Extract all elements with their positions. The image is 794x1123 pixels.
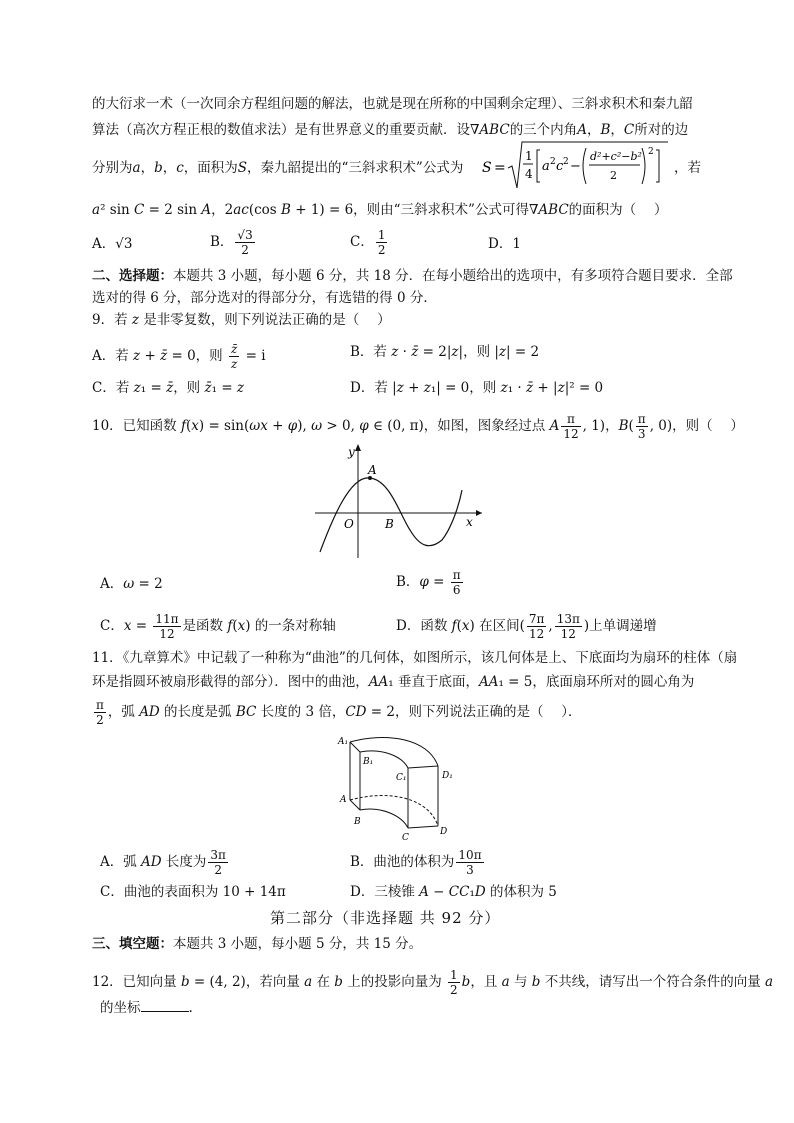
q8-line4: a² sin C = 2 sin A，2ac(cos B + 1) = 6，则由“三斜求积术”公式可得∇ABC的面积为（ ）: [92, 202, 668, 218]
section3-header: 三、填空题：本题共 3 小题，每小题 5 分，共 15 分。: [92, 936, 423, 952]
q8-option-a: A．√3: [92, 236, 133, 252]
q9-stem: 9．若 z 是非零复数，则下列说法正确的是（ ）: [92, 312, 391, 328]
part2-title: 第二部分（非选择题 共 92 分）: [270, 909, 501, 927]
q9-option-c: C．若 z₁ = z̄，则 z̄₁ = z: [92, 380, 245, 396]
svg-text:2: 2: [550, 157, 556, 167]
q11-curved-pool-figure: [336, 730, 466, 842]
q8-line3-tail: ，若: [674, 160, 701, 176]
q11-label-b: B: [354, 817, 361, 827]
q9-option-a: A．若 z + z̄ = 0，则 $\frac{z̄}{z}$ = i: [92, 342, 266, 371]
svg-text:2: 2: [563, 157, 569, 167]
svg-text:−: −: [570, 159, 581, 174]
q10-stem: 10．已知函数 f(x) = sin(ωx + φ), ω > 0, φ ∈ (0, π)，如图，图象经过点 A $\frac{\pi}{12}$ , 1)，B( $\frac{\pi}{3}$ , 0)，则（ ）: [92, 412, 744, 441]
q8-line1: 的大衍求一术（一次同余方程组问题的解法，也就是现在所称的中国剩余定理）、三斜求积术和秦九韶: [92, 96, 693, 112]
q11-line1: 11．《九章算术》中记载了一种称为“曲池”的几何体，如图所示，该几何体是上、下底面均为扇环的柱体（扇: [92, 650, 738, 666]
svg-text:c: c: [556, 159, 564, 174]
q9-option-b: B．若 z · z̄ = 2|z|，则 |z| = 2: [350, 344, 540, 360]
q11-label-d1: D₁: [442, 771, 453, 781]
q8-option-d: D．1: [488, 236, 521, 252]
q8-line2: 算法（高次方程正根的数值求法）是有世界意义的重要贡献．设∇ABC的三个内角A，B，C所对的边: [92, 122, 689, 138]
q10-graph-point-b: B: [385, 517, 394, 531]
q12-line2: 的坐标 .: [100, 1000, 193, 1016]
q11-option-b: B．曲池的体积为 $\frac{10\pi}{3}$: [350, 848, 482, 877]
q10-sine-graph: [310, 440, 490, 560]
q12-answer-blank[interactable]: [141, 1011, 189, 1012]
svg-text:2: 2: [648, 147, 654, 157]
svg-text:S: S: [482, 160, 492, 176]
q10-option-d: D．函数 f(x) 在区间( $\frac{7\pi}{12}$ , $\frac{13\pi}{12}$ )上单调递增: [396, 612, 657, 641]
q10-option-a: A．ω = 2: [100, 576, 163, 592]
q10-graph-point-a: A: [368, 463, 377, 477]
q8-option-c: C． $\frac{1}{2}$: [350, 228, 386, 257]
svg-text:4: 4: [525, 167, 533, 181]
section2-line2: 选对的得 6 分，部分选对的得部分分，有选错的得 0 分．: [92, 290, 437, 306]
q11-line2: 环是指圆环被扇形截得的部分）．图中的曲池，AA₁ 垂直于底面，AA₁ = 5，底面扇环所对的圆心角为: [92, 674, 695, 690]
q11-label-a1: A₁: [338, 737, 349, 747]
svg-text:1: 1: [525, 149, 533, 163]
q8-option-b: B． $\frac{√3}{2}$: [210, 228, 253, 257]
q11-label-b1: B₁: [363, 757, 374, 767]
q10-graph-y-label: y: [348, 445, 355, 459]
q11-label-c: C: [402, 833, 409, 842]
svg-text:a: a: [542, 159, 550, 174]
q11-line3: $\frac{\pi}{2}$ ，弧 AD 的长度是弧 BC 长度的 3 倍，CD = 2，则下列说法正确的是（ ）．: [96, 698, 582, 727]
heron-qin-formula: [480, 138, 680, 194]
q11-label-d: D: [440, 827, 448, 837]
q10-option-b: B．φ = $\frac{\pi}{6}$: [396, 568, 461, 597]
q11-label-c1: C₁: [396, 773, 407, 783]
q12-line1: 12．已知向量 b = (4, 2)，若向量 a 在 b 上的投影向量为 $\frac{1}{2}$ b，且 a 与 b 不共线，请写出一个符合条件的向量 a: [92, 968, 774, 997]
q11-option-a: A．弧 AD 长度为 $\frac{3\pi}{2}$: [100, 848, 226, 877]
q11-label-a: A: [340, 795, 347, 805]
q11-option-d: D．三棱锥 A − CC₁D 的体积为 5: [350, 884, 557, 900]
q8-line3: 分别为a，b，c，面积为S，秦九韶提出的“三斜求积术”公式为: [92, 160, 464, 176]
svg-text:2: 2: [610, 169, 617, 182]
q11-option-c: C．曲池的表面积为 10 + 14π: [100, 884, 286, 900]
q10-graph-x-label: x: [466, 515, 473, 529]
q10-option-c: C．x = $\frac{11\pi}{12}$ 是函数 f(x) 的一条对称轴: [100, 612, 336, 641]
svg-text:d²+c²−b²: d²+c²−b²: [590, 150, 642, 163]
q10-graph-origin: O: [344, 517, 354, 531]
svg-text:=: =: [494, 160, 506, 176]
q9-option-d: D．若 |z + z₁| = 0，则 z₁ · z̄ + |z|² = 0: [350, 380, 604, 396]
section2-line1: 二、选择题：本题共 3 小题，每小题 6 分，共 18 分．在每小题给出的选项中，有多项符合题目要求．全部: [92, 268, 733, 284]
